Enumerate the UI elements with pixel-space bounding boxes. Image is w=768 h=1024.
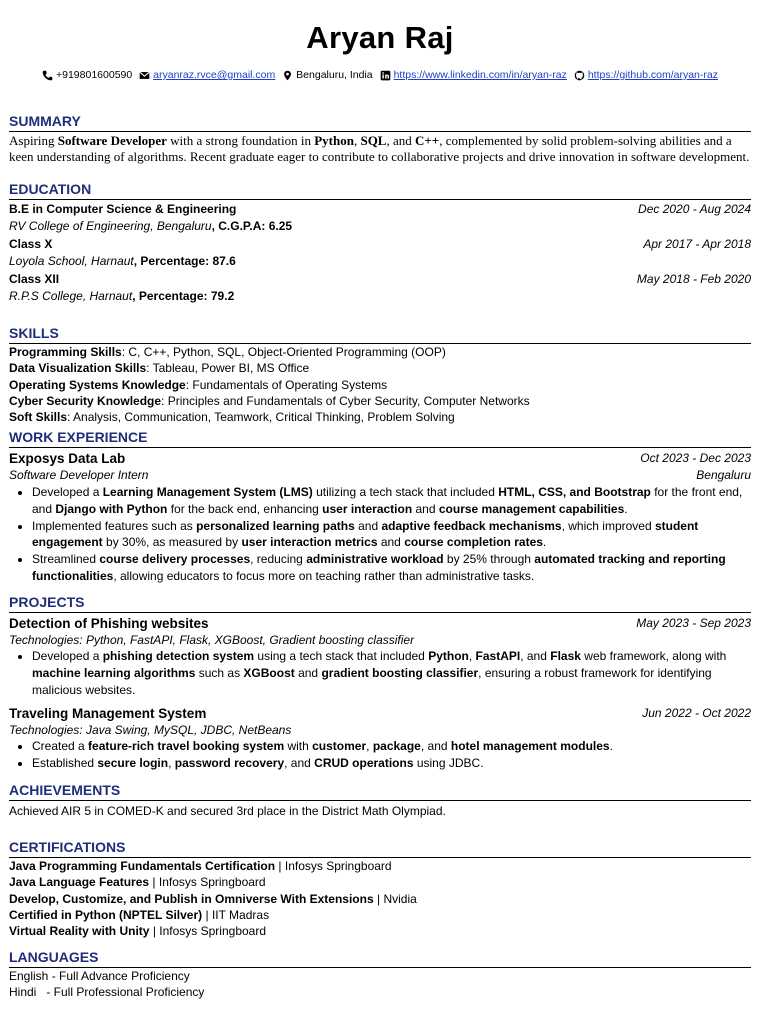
skill-line: Operating Systems Knowledge: Fundamentals of Operating Systems: [9, 377, 388, 392]
contact-linkedin: [380, 69, 567, 81]
education-entry: Class XII May 2018 - Feb 2020 R.P.S College, Harnaut, Percentage: 79.2: [9, 272, 751, 303]
project-name: Traveling Management System: [9, 705, 207, 721]
location-text: Bengaluru, India: [296, 69, 373, 81]
certification-line: Virtual Reality with Unity | Infosys Springboard: [9, 924, 267, 939]
achievements-section: [9, 782, 751, 819]
education-entry: Class X Apr 2017 - Apr 2018 Loyola School, Harnaut, Percentage: 87.6: [9, 237, 751, 268]
project-entry: [9, 705, 751, 772]
achievement-text: Achieved AIR 5 in COMED-K and secured 3rd place in the District Math Olympiad.: [9, 804, 446, 818]
contact-email: [139, 69, 275, 81]
contact-phone: [42, 69, 132, 81]
languages-section: [9, 949, 751, 1001]
phone-number: +919801600590: [56, 69, 133, 81]
section-title-summary: SUMMARY: [9, 113, 751, 132]
language-line: English - Full Advance Proficiency: [9, 969, 190, 983]
skill-line: Data Visualization Skills: Tableau, Power BI, MS Office: [9, 361, 310, 376]
work-location: Bengaluru: [696, 468, 751, 482]
section-title-work: WORK EXPERIENCE: [9, 429, 751, 448]
section-title-skills: SKILLS: [9, 325, 751, 344]
envelope-icon: [139, 70, 150, 81]
skills-section: [9, 325, 751, 425]
work-date: Oct 2023 - Dec 2023: [640, 451, 751, 465]
certification-line: Develop, Customize, and Publish in Omniverse With Extensions | Nvidia: [9, 891, 417, 906]
project-entry: [9, 615, 751, 699]
language-line: Hindi - Full Professional Proficiency: [9, 985, 205, 1000]
list-item: • Developed a phishing detection system using a tech stack that included Python, FastAPI, and Flask web framework, along with machine learning algorithms such as XGBoost and gradient boosting classifier, ensuring a robust framework for identifying malicious websites.: [32, 648, 751, 698]
email-link[interactable]: aryanraz.rvce@gmail.com: [153, 69, 276, 81]
work-bullets: [9, 484, 751, 585]
certification-line: Java Programming Fundamentals Certification | Infosys Springboard: [9, 859, 392, 873]
section-title-projects: PROJECTS: [9, 594, 751, 613]
list-item: • Developed a Learning Management System (LMS) utilizing a tech stack that included HTML, CSS, and Bootstrap for the front end, and Django with Python for the back end, enhancing user interaction and course management capabilities.: [32, 484, 751, 518]
candidate-name: Aryan Raj: [306, 20, 454, 55]
section-title-education: EDUCATION: [9, 181, 751, 200]
project-name: Detection of Phishing websites: [9, 616, 209, 631]
list-item: • Created a feature-rich travel booking system with customer, package, and hotel management modules.: [32, 738, 751, 755]
certification-line: Certified in Python (NPTEL Silver) | IIT Madras: [9, 907, 270, 922]
company-name: Exposys Data Lab: [9, 451, 126, 466]
section-title-certifications: CERTIFICATIONS: [9, 839, 751, 858]
list-item: • Implemented features such as personalized learning paths and adaptive feedback mechanisms, which improved student engagement by 30%, as measured by user interaction metrics and course completion rates.: [32, 518, 751, 552]
project-date: Jun 2022 - Oct 2022: [642, 705, 751, 720]
certification-line: Java Language Features | Infosys Springboard: [9, 875, 266, 890]
contact-location: [282, 69, 372, 81]
education-section: [9, 181, 751, 305]
list-item: • Established secure login, password recovery, and CRUD operations using JDBC.: [32, 755, 751, 772]
section-title-languages: LANGUAGES: [9, 949, 751, 968]
project-date: May 2023 - Sep 2023: [636, 616, 751, 630]
project-tech: Technologies: Java Swing, MySQL, JDBC, NetBeans: [9, 722, 292, 737]
list-item: • Streamlined course delivery processes, reducing administrative workload by 25% through automated tracking and reporting functionalities, allowing educators to focus more on teaching rather than administrative tasks.: [32, 551, 751, 585]
project-tech: Technologies: Python, FastAPI, Flask, XGBoost, Gradient boosting classifier: [9, 633, 415, 647]
skill-line: Programming Skills: C, C++, Python, SQL, Object-Oriented Programming (OOP): [9, 345, 446, 359]
map-pin-icon: [282, 70, 293, 81]
summary-text: Aspiring Software Developer with a strong foundation in Python, SQL, and C++, complemented by solid problem-solving abilities and a keen understanding of algorithms. Recent graduate eager to contribute to collaborative projects and drive innovation in software development.: [9, 133, 750, 164]
linkedin-link[interactable]: https://www.linkedin.com/in/aryan-raz: [393, 69, 567, 81]
work-section: [9, 429, 751, 585]
github-link[interactable]: https://github.com/aryan-raz: [587, 69, 718, 81]
contact-github: [574, 69, 718, 81]
project-bullets: [9, 648, 751, 698]
phone-icon: [42, 70, 53, 81]
linkedin-icon: [380, 70, 391, 81]
skill-line: Soft Skills: Analysis, Communication, Teamwork, Critical Thinking, Problem Solving: [9, 410, 455, 425]
summary-section: [9, 113, 751, 164]
resume-page: [9, 0, 751, 1000]
job-role: Software Developer Intern: [9, 468, 149, 482]
github-icon: [574, 70, 585, 81]
certifications-section: [9, 839, 751, 939]
projects-section: [9, 594, 751, 772]
contact-bar: [9, 69, 751, 85]
skill-line: Cyber Security Knowledge: Principles and Fundamentals of Cyber Security, Computer Networks: [9, 393, 530, 408]
section-title-achievements: ACHIEVEMENTS: [9, 782, 751, 801]
education-entry: B.E in Computer Science & Engineering Dec 2020 - Aug 2024 RV College of Engineering, Bengaluru, C.G.P.A: 6.25: [9, 202, 751, 233]
project-bullets: [9, 738, 751, 772]
